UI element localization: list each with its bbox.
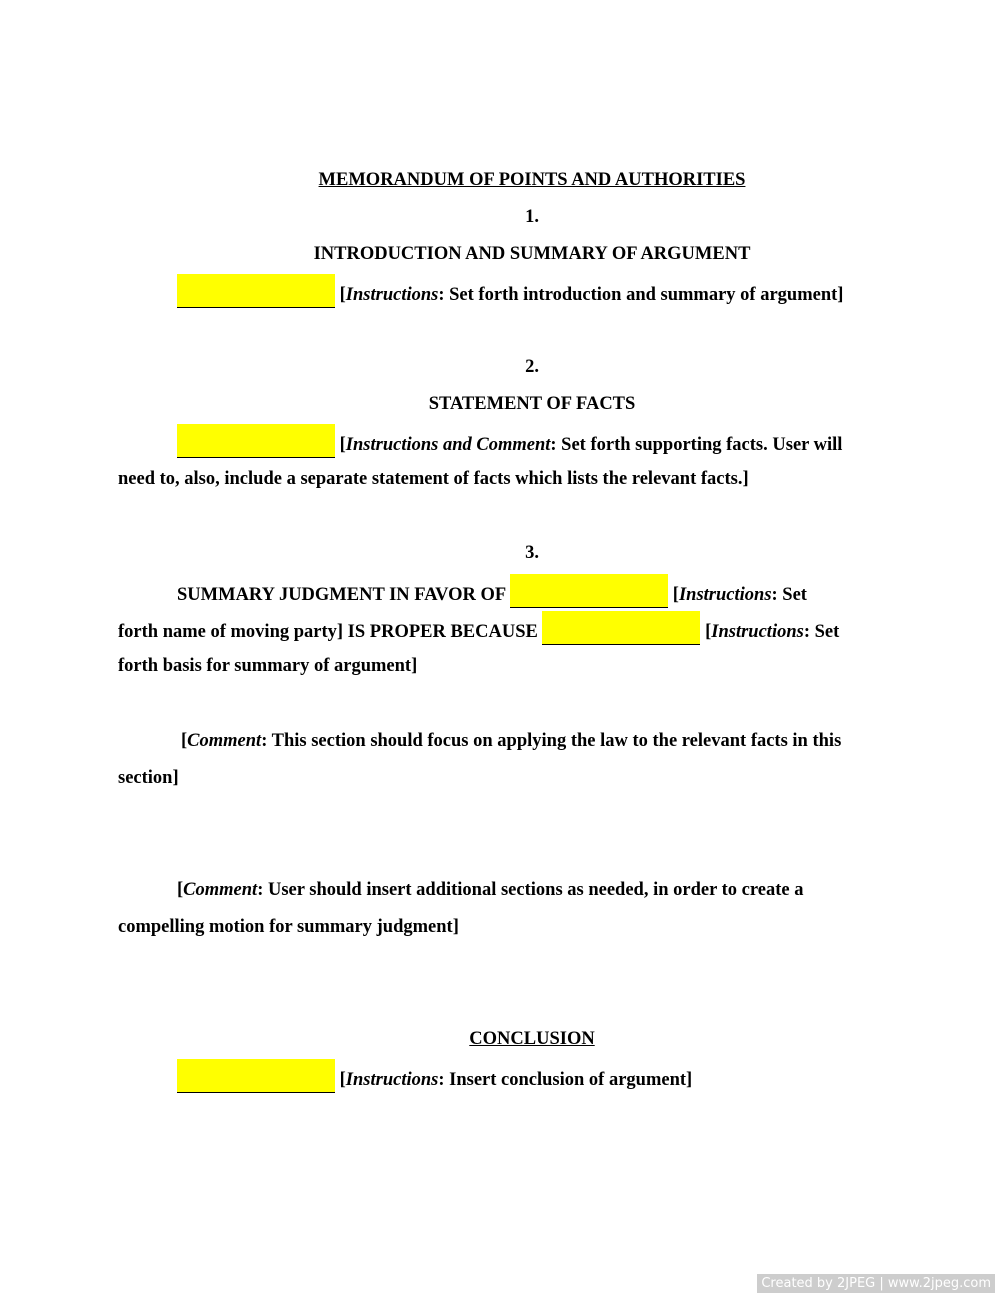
section-3-heading: SUMMARY JUDGMENT IN FAVOR OF (177, 585, 511, 605)
blank-field[interactable] (177, 274, 335, 308)
instruction-label: Instructions (345, 285, 439, 305)
section-2-number: 2. (525, 357, 539, 377)
instruction-label: Instructions and Comment (345, 435, 551, 455)
comment-text: : User should insert additional sections as needed, in order to create a (257, 880, 804, 900)
blank-field[interactable] (510, 574, 668, 608)
section-1-instruction-line: [Instructions: Set forth introduction and summary of argument] (177, 274, 843, 308)
section-3-number: 3. (525, 543, 539, 563)
instruction-label: Instructions (678, 585, 772, 605)
section-3-heading-continuation: forth name of moving party] IS PROPER BECAUSE (118, 622, 543, 642)
instruction-text: : Set (803, 622, 840, 642)
comment-label: Comment (183, 880, 258, 900)
instruction-text: : Set (771, 585, 807, 605)
section-3-comment-continuation: section] (118, 768, 179, 788)
blank-field[interactable] (177, 424, 335, 458)
blank-field[interactable] (542, 611, 700, 645)
instruction-label: Instructions (345, 1070, 439, 1090)
section-3-heading-line-2: forth name of moving party] IS PROPER BECAUSE [Instructions: Set (118, 611, 839, 645)
section-3-heading-line-3: forth basis for summary of argument] (118, 656, 418, 676)
memorandum-title: MEMORANDUM OF POINTS AND AUTHORITIES (318, 170, 746, 190)
section-1-heading: INTRODUCTION AND SUMMARY OF ARGUMENT (313, 244, 751, 264)
section-2-heading: STATEMENT OF FACTS (428, 394, 636, 414)
section-2-instruction-continuation: need to, also, include a separate statement of facts which lists the relevant facts.] (118, 469, 749, 489)
instruction-label: Instructions (711, 622, 804, 642)
conclusion-instruction-line: [Instructions: Insert conclusion of argument] (177, 1059, 692, 1093)
watermark: Created by 2JPEG | www.2jpeg.com (757, 1274, 995, 1293)
section-1-number: 1. (525, 207, 539, 227)
additional-sections-comment: [Comment: User should insert additional sections as needed, in order to create a (177, 880, 804, 900)
conclusion-heading: CONCLUSION (469, 1029, 595, 1049)
additional-sections-comment-continuation: compelling motion for summary judgment] (118, 917, 459, 937)
instruction-text: : Set forth supporting facts. User will (550, 435, 843, 455)
instruction-text: : Set forth introduction and summary of argument] (438, 285, 844, 305)
section-3-heading-line: SUMMARY JUDGMENT IN FAVOR OF [Instructions: Set (177, 574, 807, 608)
section-3-comment: [Comment: This section should focus on applying the law to the relevant facts in this (181, 731, 842, 751)
comment-text: : This section should focus on applying the law to the relevant facts in this (261, 731, 842, 751)
blank-field[interactable] (177, 1059, 335, 1093)
instruction-text: : Insert conclusion of argument] (438, 1070, 693, 1090)
section-2-instruction-line: [Instructions and Comment: Set forth supporting facts. User will (177, 424, 842, 458)
comment-label: Comment (187, 731, 262, 751)
